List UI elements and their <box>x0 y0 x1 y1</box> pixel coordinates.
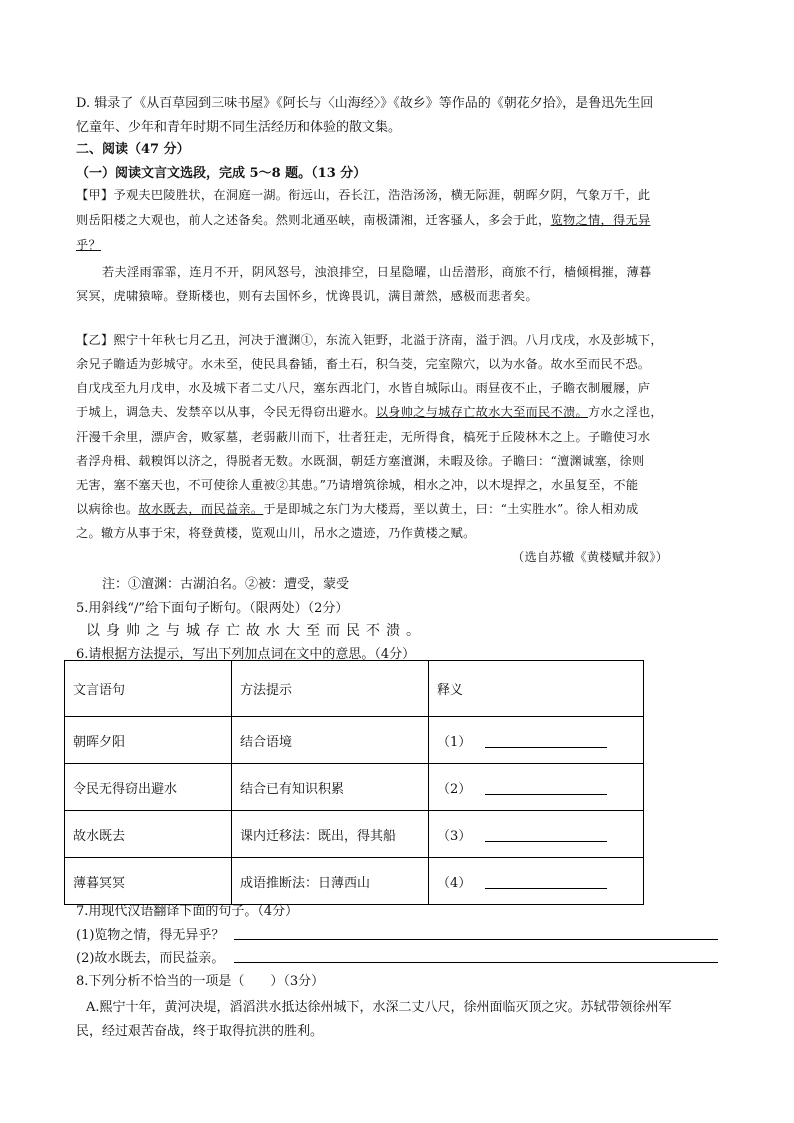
table-row <box>65 717 644 764</box>
phrase-cell: 朝晖夕阳 <box>65 717 232 764</box>
answer-cell: （2） <box>429 764 644 811</box>
answer-blank[interactable] <box>485 780 607 795</box>
question-8-title: 8.下列分析不恰当的一项是（ ）（3分） <box>76 974 325 989</box>
table-header-cell: 释义 <box>429 661 644 717</box>
answer-cell: （3） <box>429 811 644 858</box>
footnote: 注：①澶渊：古湖泊名。②被：遭受，蒙受 <box>102 577 350 592</box>
option-d-line2: 忆童年、少年和青年时期不同生活经历和体验的散文集。 <box>76 120 402 135</box>
passage-jia-line: 【甲】予观夫巴陵胜状，在洞庭一湖。衔远山，吞长江，浩浩汤汤，横无际涯，朝晖夕阴，气象万千，此 <box>76 188 651 202</box>
passage-yi-line: 汗漫千余里，漂庐舍，败冢墓，老弱蔽川而下，壮者狂走，无所得食，槁死于丘陵林木之上。子瞻使习水 <box>76 430 651 444</box>
answer-blank[interactable] <box>485 827 607 842</box>
passage-jia-line: 冥冥，虎啸猿啼。登斯楼也，则有去国怀乡，忧谗畏讥，满目萧然，感极而悲者矣。 <box>76 289 539 303</box>
answer-cell: （4） <box>429 858 644 905</box>
question-5-sentence: 以身帅之与城存亡故水大至而民不溃。 <box>86 623 426 639</box>
table-row <box>65 764 644 811</box>
passage-yi-line: 无害，塞不塞天也，不可使徐人重被②其患。”乃请增筑徐城，相水之冲，以木堤捍之，水虽复至，不能 <box>76 478 639 492</box>
passage-yi-line: 者浮舟楫、载糗饵以济之，得脱者无数。水既涸，朝廷方塞澶渊，未暇及徐。子瞻曰：“澶渊诚塞，徐则 <box>76 454 645 468</box>
passage-source: （选自苏辙《黄楼赋并叙》） <box>512 550 669 564</box>
method-cell: 课内迁移法：既出，得其船 <box>232 811 429 858</box>
subsection-heading-classical: （一）阅读文言文选段，完成 5～8 题。（13 分） <box>76 166 367 181</box>
passage-yi-line: 自戊戌至九月戊申，水及城下者二丈八尺，塞东西北门，水皆自城际山。雨昼夜不止，子瞻衣制履屦，庐 <box>76 381 651 395</box>
table-row <box>65 858 644 905</box>
answer-line[interactable] <box>234 961 718 963</box>
passage-jia-line: 若夫淫雨霏霏，连月不开，阴风怒号，浊浪排空，日星隐曜，山岳潜形，商旅不行，樯倾楫摧，薄暮 <box>102 265 652 279</box>
table-header-cell: 方法提示 <box>232 661 429 717</box>
question-7-title: 7.用现代汉语翻译下面的句子。（4分） <box>76 904 299 919</box>
underlined-phrase: 览物之情，得无异 <box>550 213 651 227</box>
table-header-cell: 文言语句 <box>65 661 232 717</box>
passage-yi-line: 于城上，调急夫、发禁卒以从事，令民无得窃出避水。以身帅之与城存亡故水大至而民不溃。方水之淫也， <box>76 405 663 419</box>
phrase-cell: 故水既去 <box>65 811 232 858</box>
answer-blank[interactable] <box>485 733 607 748</box>
phrase-cell: 令民无得窃出避水 <box>65 764 232 811</box>
option-d-line1: D. 辑录了《从百草园到三味书屋》《阿长与〈山海经〉》《故乡》等作品的《朝花夕拾》，是鲁迅先生回 <box>76 96 654 111</box>
method-cell: 成语推断法：日薄西山 <box>232 858 429 905</box>
question-7-sentence-2: (2)故水既去，而民益亲。 <box>76 951 225 966</box>
question-6-table <box>64 660 644 905</box>
answer-cell: （1） <box>429 717 644 764</box>
passage-yi-line: 之。辙方从事于宋，将登黄楼，览观山川，吊水之遗迹，乃作黄楼之赋。 <box>76 526 476 540</box>
answer-blank[interactable] <box>485 874 607 889</box>
passage-yi-line: 【乙】熙宁十年秋七月乙丑，河决于澶渊①，东流入钜野，北溢于济南，溢于泗。八月戊戌，水及彭城下， <box>76 333 663 347</box>
underlined-sentence: 以身帅之与城存亡故水大至而民不溃。 <box>375 405 588 419</box>
question-7-sentence-1: (1)览物之情，得无异乎？ <box>76 928 225 943</box>
method-cell: 结合语境 <box>232 717 429 764</box>
table-header-row <box>65 661 644 717</box>
passage-yi-line: 余兄子瞻适为彭城守。水未至，使民具畚锸，畜土石，积刍茭，完室隙穴，以为水备。故水至而民不恐。 <box>76 357 651 371</box>
table-row <box>65 811 644 858</box>
answer-line[interactable] <box>234 938 718 940</box>
passage-yi-line: 以病徐也。故水既去，而民益亲。于是即城之东门为大楼焉，垩以黄土，曰：“土实胜水”。徐人相劝成 <box>76 502 639 516</box>
phrase-cell: 薄暮冥冥 <box>65 858 232 905</box>
method-cell: 结合已有知识积累 <box>232 764 429 811</box>
underlined-sentence: 故水既去，而民益亲。 <box>138 502 264 516</box>
passage-jia-line: 则岳阳楼之大观也，前人之述备矣。然则北通巫峡，南极潇湘，迁客骚人，多会于此，览物之情，得无异 <box>76 213 651 227</box>
passage-jia-line: 乎？ <box>76 238 101 252</box>
question-5-title: 5.用斜线“/”给下面句子断句。（限两处）（2分） <box>76 601 349 616</box>
section-heading-reading: 二、阅读（47 分） <box>76 142 190 157</box>
question-6-title: 6.请根据方法提示，写出下列加点词在文中的意思。（4分） <box>76 647 416 662</box>
question-8-option-a-line2: 民，经过艰苦奋战，终于取得抗洪的胜利。 <box>76 1024 324 1039</box>
question-8-option-a-line1: A.熙宁十年，黄河决堤，滔滔洪水抵达徐州城下，水深二丈八尺，徐州面临灭顶之灾。苏轼带领徐州军 <box>86 1000 672 1015</box>
